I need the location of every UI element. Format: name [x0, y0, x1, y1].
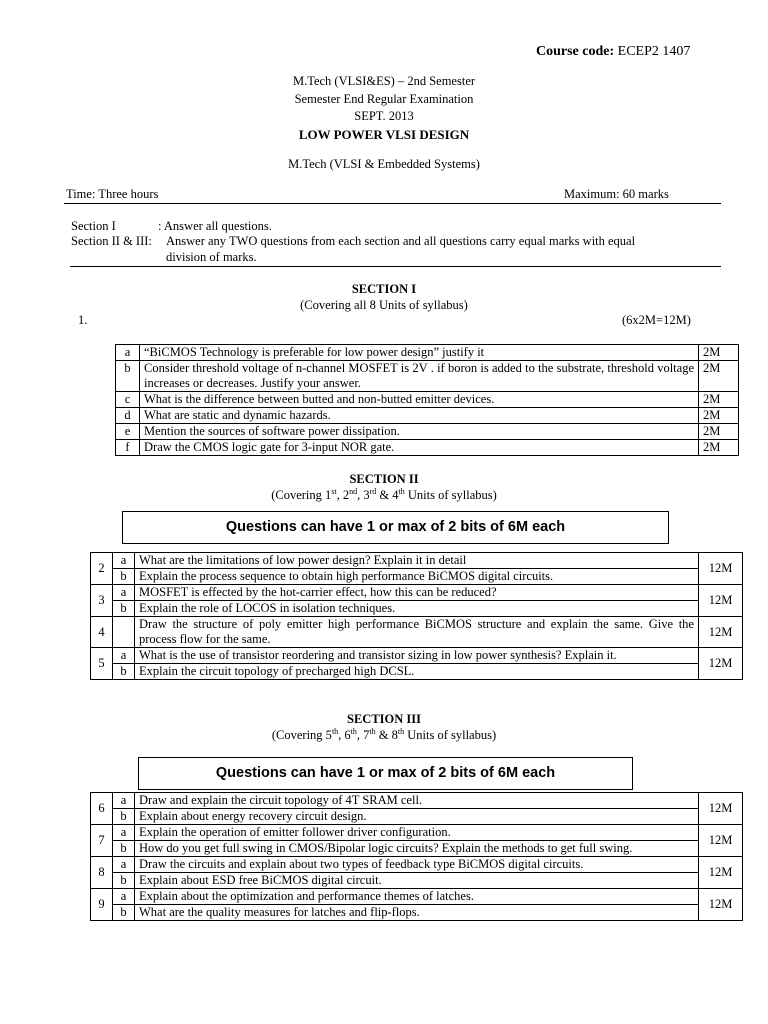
sub-label: b: [113, 601, 135, 617]
table-row: [91, 617, 743, 648]
question-text: Explain about ESD free BiCMOS digital circuit.: [135, 873, 699, 889]
question-number: 9: [91, 889, 113, 921]
table-row: [91, 825, 743, 841]
marks: 12M: [699, 825, 743, 857]
sub-label: d: [116, 408, 140, 424]
table-row: [91, 889, 743, 905]
instruction-1-label: Section I: [71, 219, 116, 233]
marks: 2M: [699, 345, 739, 361]
section-2-title: SECTION II: [349, 472, 419, 486]
exam-line: Semester End Regular Examination: [294, 92, 474, 106]
table-row: [91, 857, 743, 873]
instruction-2-cont: division of marks.: [166, 250, 257, 264]
sub-label: a: [113, 648, 135, 664]
question-text: Explain the operation of emitter follower driver configuration.: [135, 825, 699, 841]
date-line: SEPT. 2013: [354, 109, 414, 123]
question-text: What are static and dynamic hazards.: [140, 408, 699, 424]
marks: 12M: [699, 617, 743, 648]
course-code: [536, 44, 690, 60]
section-3-note: Questions can have 1 or max of 2 bits of 6M each: [138, 757, 633, 790]
marks: 12M: [699, 553, 743, 585]
section-3-title: SECTION III: [347, 712, 421, 726]
sub-label: [113, 617, 135, 648]
sub-label: b: [113, 873, 135, 889]
table-row: [91, 793, 743, 809]
table-row: [91, 648, 743, 664]
table-row: [116, 440, 739, 456]
sub-label: a: [113, 793, 135, 809]
question-number: 7: [91, 825, 113, 857]
question-text: “BiCMOS Technology is preferable for low power design” justify it: [140, 345, 699, 361]
question-text: Draw the structure of poly emitter high performance BiCMOS structure and explain the same. Give the process flow for the same.: [135, 617, 699, 648]
table-row: [91, 664, 743, 680]
section-3-table: [90, 792, 743, 921]
table-row: [91, 553, 743, 569]
table-row: [116, 424, 739, 440]
question-text: Explain the circuit topology of precharged high DCSL.: [135, 664, 699, 680]
question-number: 8: [91, 857, 113, 889]
marks: 2M: [699, 424, 739, 440]
question-text: Consider threshold voltage of n-channel MOSFET is 2V . if boron is added to the substrate, threshold voltage increases or decreases. Justify your answer.: [140, 361, 699, 392]
question-text: Explain the role of LOCOS in isolation techniques.: [135, 601, 699, 617]
table-row: [91, 569, 743, 585]
section-2-subtitle: (Covering 1st, 2nd, 3rd & 4th Units of syllabus): [271, 486, 497, 502]
question-number: 2: [91, 553, 113, 585]
question-number: 1.: [78, 313, 88, 327]
table-row: [91, 809, 743, 825]
divider: [70, 266, 721, 267]
marks: 12M: [699, 585, 743, 617]
sub-label: b: [116, 361, 140, 392]
question-text: What is the use of transistor reordering and transistor sizing in low power synthesis? Explain it.: [135, 648, 699, 664]
section-2-note: Questions can have 1 or max of 2 bits of 6M each: [122, 511, 669, 544]
table-row: [91, 873, 743, 889]
question-text: MOSFET is effected by the hot-carrier effect, how this can be reduced?: [135, 585, 699, 601]
table-row: [116, 408, 739, 424]
section-1-table: [115, 344, 739, 456]
divider: [64, 203, 721, 204]
sub-label: f: [116, 440, 140, 456]
question-text: Explain the process sequence to obtain high performance BiCMOS digital circuits.: [135, 569, 699, 585]
question-text: Draw the circuits and explain about two types of feedback type BiCMOS digital circuits.: [135, 857, 699, 873]
table-row: [116, 345, 739, 361]
marks: 2M: [699, 361, 739, 392]
max-marks: Maximum: 60 marks: [564, 187, 669, 201]
table-row: [116, 361, 739, 392]
sub-label: a: [113, 553, 135, 569]
question-text: Draw the CMOS logic gate for 3-input NOR gate.: [140, 440, 699, 456]
sub-label: a: [116, 345, 140, 361]
marks: 12M: [699, 857, 743, 889]
marks: 2M: [699, 408, 739, 424]
table-row: [91, 585, 743, 601]
question-text: What are the limitations of low power design? Explain it in detail: [135, 553, 699, 569]
sub-label: b: [113, 841, 135, 857]
sub-label: b: [113, 569, 135, 585]
time-label: Time: Three hours: [66, 187, 159, 201]
program-line: M.Tech (VLSI&ES) – 2nd Semester: [292, 74, 476, 88]
sub-label: a: [113, 585, 135, 601]
table-row: [91, 601, 743, 617]
section-1-subtitle: (Covering all 8 Units of syllabus): [300, 298, 468, 312]
sub-label: b: [113, 905, 135, 921]
table-row: [91, 905, 743, 921]
question-text: How do you get full swing in CMOS/Bipolar logic circuits? Explain the methods to get full swing.: [135, 841, 699, 857]
section-3-subtitle: (Covering 5th, 6th, 7th & 8th Units of syllabus): [271, 726, 497, 742]
instruction-2-text: Answer any TWO questions from each section and all questions carry equal marks with equal: [166, 234, 636, 248]
instruction-2-label: Section II & III:: [71, 234, 152, 248]
question-number: 4: [91, 617, 113, 648]
sub-label: a: [113, 889, 135, 905]
sub-label: a: [113, 857, 135, 873]
question-text: Mention the sources of software power dissipation.: [140, 424, 699, 440]
marks: 2M: [699, 392, 739, 408]
marks: 2M: [699, 440, 739, 456]
question-text: Draw and explain the circuit topology of 4T SRAM cell.: [135, 793, 699, 809]
course-code-label: Course code:: [536, 44, 615, 59]
question-text: What is the difference between butted and non-butted emitter devices.: [140, 392, 699, 408]
marks: 12M: [699, 793, 743, 825]
question-number: 3: [91, 585, 113, 617]
subject-title: LOW POWER VLSI DESIGN: [298, 127, 470, 142]
sub-label: b: [113, 664, 135, 680]
sub-label: e: [116, 424, 140, 440]
sub-label: b: [113, 809, 135, 825]
section-2-table: [90, 552, 743, 680]
course-code-value: ECEP2 1407: [617, 44, 691, 59]
question-text: What are the quality measures for latches and flip-flops.: [135, 905, 699, 921]
section-1-title: SECTION I: [351, 282, 417, 296]
marks: 12M: [699, 648, 743, 680]
question-number: 6: [91, 793, 113, 825]
sub-label: c: [116, 392, 140, 408]
instruction-1-text: : Answer all questions.: [158, 219, 272, 233]
question-number: 5: [91, 648, 113, 680]
marks: 12M: [699, 889, 743, 921]
table-row: [91, 841, 743, 857]
table-row: [116, 392, 739, 408]
question-text: Explain about energy recovery circuit design.: [135, 809, 699, 825]
marks-scheme: (6x2M=12M): [622, 313, 691, 327]
question-text: Explain about the optimization and performance themes of latches.: [135, 889, 699, 905]
sub-label: a: [113, 825, 135, 841]
program-full: M.Tech (VLSI & Embedded Systems): [288, 157, 480, 171]
